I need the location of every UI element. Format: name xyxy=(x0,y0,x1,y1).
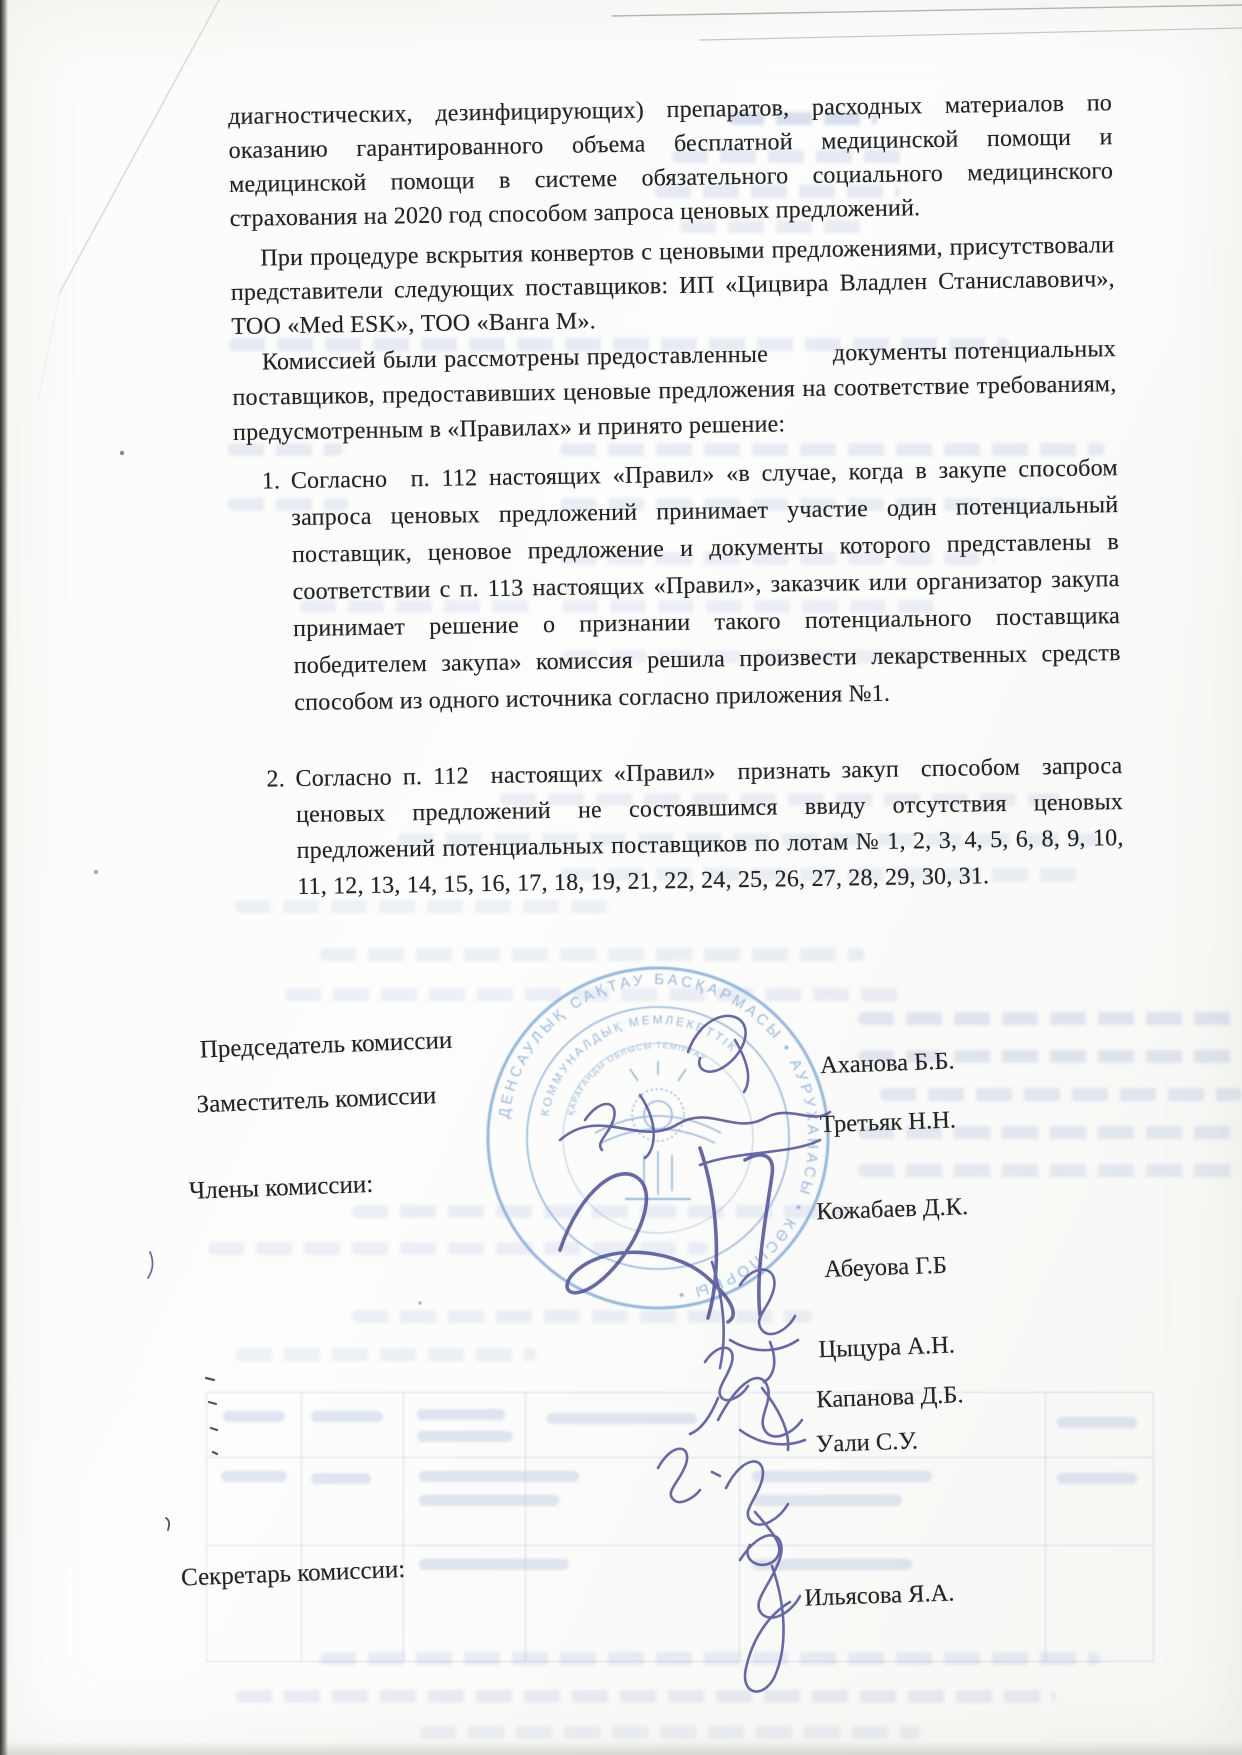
scan-crease xyxy=(60,0,219,292)
role-label-members: Члены комиссии: xyxy=(188,1170,374,1205)
signatory-name-ilyasova: Ильясова Я.А. xyxy=(803,1579,955,1612)
continuation-paragraph: диагностических, дезинфицирующих) препаратов, расходных материалов по оказанию гарантированного объема бесплатной медицинской помощи и медицинской помощи в системе обязательного социального медицинского страхования на 2020 год способом запроса ценовых предложений. xyxy=(227,90,1114,233)
signatory-name-tsytsura: Цыцура А.Н. xyxy=(818,1331,956,1364)
scan-line-top-2 xyxy=(700,28,1242,40)
pen-mark xyxy=(148,1252,153,1278)
signatory-name-kapanova: Капанова Д.Б. xyxy=(815,1381,964,1414)
role-label-deputy: Заместитель комиссии xyxy=(196,1082,437,1119)
scan-crease-tail xyxy=(38,292,60,400)
decision-text: Согласно п. 112 настоящих «Правил» признать закуп способом запроса ценовых предложений не состоявшимся ввиду отсутствия ценовых предложений потенциальных поставщиков по лотам № 1, 2, 3, 4, 5, 6, 8, 9, 10, 11, 12, 13, 14, 15, 16, 17, 18, 19, 21, 22, 24, 25, 26, 27, 28, 29, 30, 31. xyxy=(295,753,1124,901)
decision-text: Согласно п. 112 настоящих «Правил» «в случае, когда в закупе способом запроса ценовых предложений принимает участие один потенциальный поставщик, ценовое предложение и документы которого представлены в соответствии с п. 113 настоящих «Правил», заказчик или организатор закупа принимает решение о признании такого потенциального поставщика победителем закупа» комиссия решила произвести лекарственных средств способом из одного источника согласно приложения №1. xyxy=(290,455,1121,717)
decision-number: 2. xyxy=(266,766,286,793)
stamp-center-text: ҚАРАҒАНДЫ ОБЛЫСЫ ТЕМІРТАУ xyxy=(565,1040,709,1117)
paper-specks xyxy=(94,451,422,1305)
signatory-name-akhanova: Аханова Б.Б. xyxy=(819,1047,955,1080)
decision-number: 1. xyxy=(261,468,281,495)
role-label-chairman: Председатель комиссии xyxy=(199,1026,453,1064)
scan-line-top-1 xyxy=(612,5,1242,16)
stamp-outer-text: ДЕНСАУЛЫҚ САҚТАУ БАСҚАРМАСЫ • АУРУХАНАСЫ • КӘСІПОРНЫ • xyxy=(495,971,822,1304)
scan-edge-strip xyxy=(0,0,8,1755)
signatory-name-uali: Уали С.У. xyxy=(815,1427,919,1458)
ink-speck-comma xyxy=(166,1518,169,1530)
role-label-secretary: Секретарь комиссии: xyxy=(180,1555,406,1592)
signatory-name-abeuova: Абеуова Г.Б xyxy=(823,1251,948,1283)
stamp-inner-text: КОММУНАЛДЫҚ МЕМЛЕКЕТТІК xyxy=(537,1012,741,1118)
signatory-name-kozhabaev: Кожабаев Д.К. xyxy=(815,1193,969,1226)
ink-speck-dashes xyxy=(206,1378,217,1454)
commission-paragraph: Комиссией были рассмотрены предоставленные документы потенциальных поставщиков, предоставивших ценовые предложения на соответствие требованиям, предусмотренным в «Правилах» и принято решение: xyxy=(232,336,1117,446)
signatory-name-tretyak: Третьяк Н.Н. xyxy=(819,1106,957,1139)
envelopes-paragraph: При процедуре вскрытия конвертов с ценовыми предложениями, присутствовали представители следующих поставщиков: ИП «Цицвира Владлен Станиславович», ТОО «Med ESK», ТОО «Ванга М». xyxy=(230,232,1115,341)
scan-bottom-shade xyxy=(0,1741,1242,1755)
